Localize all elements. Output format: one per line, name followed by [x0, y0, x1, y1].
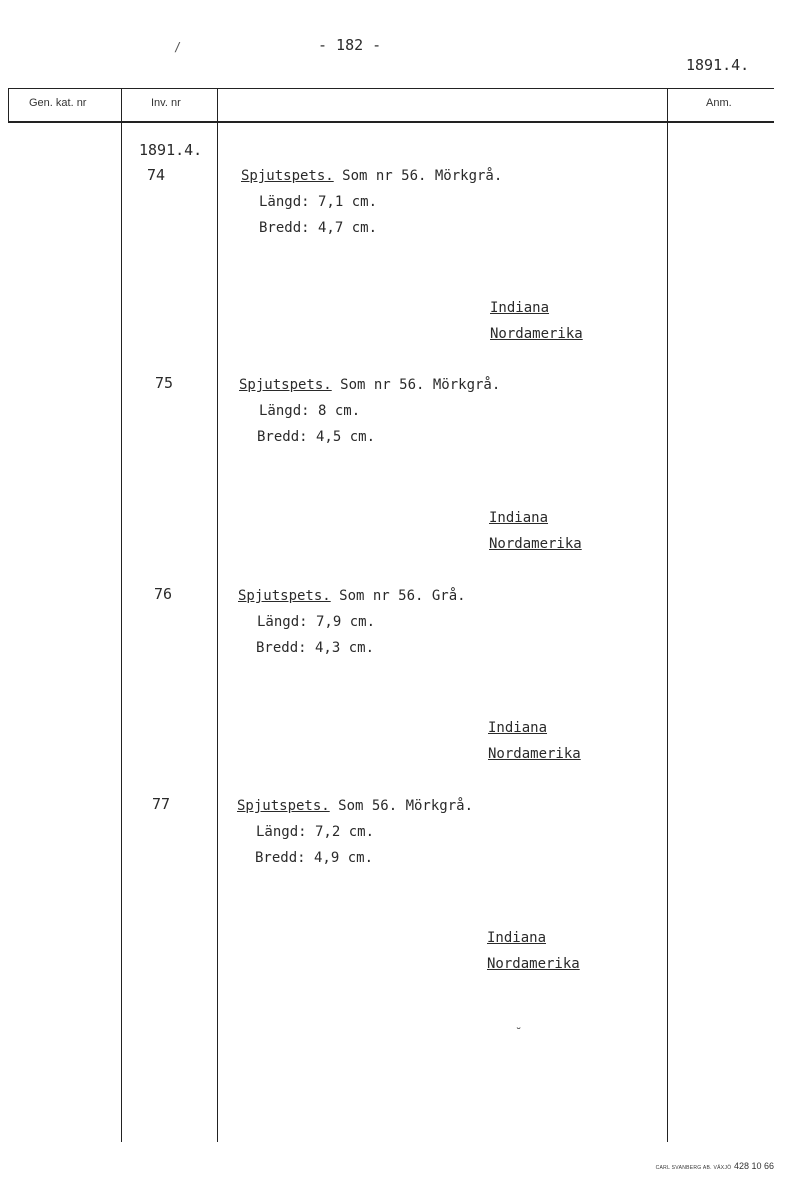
entry-place: Indiana — [490, 300, 550, 316]
entry-region: Nordamerika — [487, 956, 580, 972]
entry-region: Nordamerika — [490, 326, 583, 342]
pencil-mark: / — [174, 40, 182, 54]
entry-length: Längd: 7,9 cm. — [257, 614, 376, 630]
inventory-number: 76 — [154, 585, 173, 603]
column-header-anm: Anm. — [706, 97, 732, 109]
inventory-number: 75 — [155, 374, 174, 392]
entry-description — [239, 377, 500, 393]
entry-description-text: Som nr 56. Mörkgrå. — [333, 168, 503, 184]
column-divider-description — [217, 88, 218, 1142]
entry-title: Spjutspets. — [239, 377, 332, 393]
entry-place: Indiana — [489, 510, 549, 526]
entry-description — [237, 798, 473, 814]
printer-footer — [656, 1161, 774, 1171]
entry-length: Längd: 7,1 cm. — [259, 194, 378, 210]
entry-place: Indiana — [487, 930, 547, 946]
accession-reference: 1891.4. — [686, 56, 750, 74]
entry-description — [238, 588, 466, 604]
inventory-number: 74 — [147, 166, 166, 184]
entry-place: Indiana — [488, 720, 548, 736]
entry-description-text: Som 56. Mörkgrå. — [329, 798, 474, 814]
entry-title: Spjutspets. — [237, 798, 330, 814]
column-divider-anm — [667, 88, 668, 1142]
entry-region: Nordamerika — [489, 536, 582, 552]
entry-title: Spjutspets. — [238, 588, 331, 604]
accession-number: 1891.4. — [139, 141, 203, 159]
entry-width: Bredd: 4,9 cm. — [255, 850, 374, 866]
header-bottom-rule — [8, 121, 774, 123]
entry-description-text: Som nr 56. Mörkgrå. — [331, 377, 501, 393]
pencil-mark: ˘ — [515, 1026, 523, 1040]
entry-width: Bredd: 4,5 cm. — [257, 429, 376, 445]
column-header-inv-nr: Inv. nr — [151, 97, 181, 109]
page-number: - 182 - — [318, 36, 382, 54]
entry-title: Spjutspets. — [241, 168, 334, 184]
entry-description — [241, 168, 502, 184]
entry-width: Bredd: 4,3 cm. — [256, 640, 375, 656]
column-divider-inv — [121, 88, 122, 1142]
entry-length: Längd: 8 cm. — [259, 403, 361, 419]
inventory-number: 77 — [152, 795, 171, 813]
table-top-rule — [8, 88, 774, 89]
entry-width: Bredd: 4,7 cm. — [259, 220, 378, 236]
table-left-edge — [8, 88, 9, 122]
form-code: 428 10 66 — [733, 1161, 774, 1171]
printer-name: CARL SVANBERG AB. VÄXJÖ — [655, 1165, 732, 1171]
column-header-gen-kat-nr: Gen. kat. nr — [29, 97, 87, 109]
entry-description-text: Som nr 56. Grå. — [330, 588, 466, 604]
entry-region: Nordamerika — [488, 746, 581, 762]
entry-length: Längd: 7,2 cm. — [256, 824, 375, 840]
